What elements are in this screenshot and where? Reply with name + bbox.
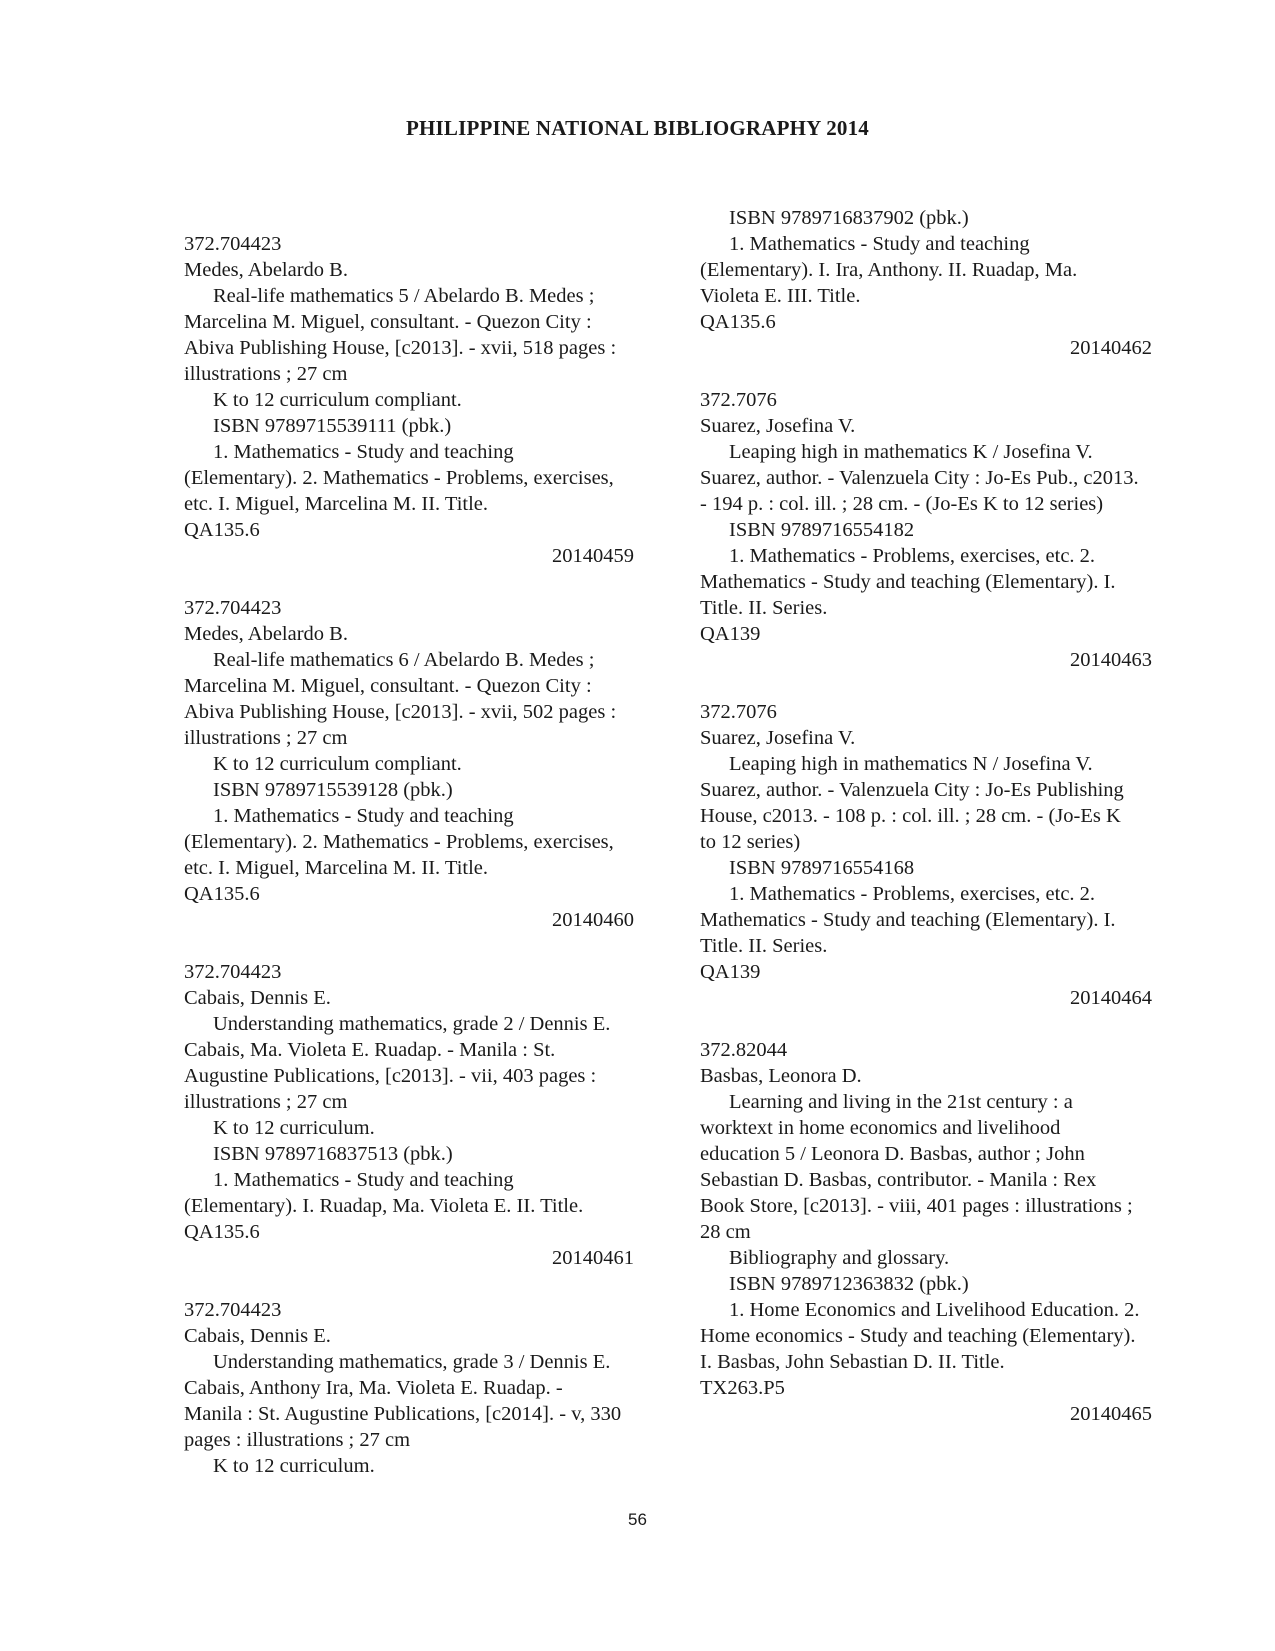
author-heading: Medes, Abelardo B. xyxy=(184,623,348,645)
class-number: 372.704423 xyxy=(184,233,282,255)
isbn: ISBN 9789716837513 (pbk.) xyxy=(213,1143,453,1165)
isbn: ISBN 9789716554182 xyxy=(729,519,915,541)
note: K to 12 curriculum compliant. xyxy=(213,753,462,775)
author-heading: Cabais, Dennis E. xyxy=(184,987,331,1009)
subjects: 1. Mathematics - Problems, exercises, etc. 2. xyxy=(729,883,1096,905)
author-heading: Basbas, Leonora D. xyxy=(700,1065,862,1087)
entry-text: Mathematics - Study and teaching (Elementary). I. xyxy=(700,909,1116,931)
subjects: 1. Mathematics - Study and teaching xyxy=(213,1169,514,1191)
entry-text: Mathematics - Study and teaching (Elementary). I. xyxy=(700,571,1116,593)
title-statement: Understanding mathematics, grade 2 / Dennis E. xyxy=(213,1013,611,1035)
call-number: QA135.6 xyxy=(700,311,776,333)
entry-text: to 12 series) xyxy=(700,831,801,853)
entry-text: Augustine Publications, [c2013]. - vii, 403 pages : xyxy=(184,1065,597,1087)
isbn: ISBN 9789716554168 xyxy=(729,857,915,879)
entry-text: Violeta E. III. Title. xyxy=(700,285,861,307)
bibliography-entry xyxy=(184,959,652,1271)
record-number: 20140462 xyxy=(1070,337,1152,359)
class-number: 372.704423 xyxy=(184,961,282,983)
record-number: 20140460 xyxy=(552,909,634,931)
author-heading: Medes, Abelardo B. xyxy=(184,259,348,281)
entry-text: etc. I. Miguel, Marcelina M. II. Title. xyxy=(184,493,489,515)
entry-text: education 5 / Leonora D. Basbas, author ; John xyxy=(700,1143,1085,1165)
isbn: ISBN 9789716837902 (pbk.) xyxy=(729,207,969,229)
isbn: ISBN 9789712363832 (pbk.) xyxy=(729,1273,969,1295)
record-number: 20140465 xyxy=(1070,1403,1152,1425)
title-statement: Leaping high in mathematics N / Josefina V. xyxy=(729,753,1093,775)
note: K to 12 curriculum. xyxy=(213,1117,375,1139)
entry-text: etc. I. Miguel, Marcelina M. II. Title. xyxy=(184,857,489,879)
entry-text: Sebastian D. Basbas, contributor. - Manila : Rex xyxy=(700,1169,1097,1191)
entry-text: 28 cm xyxy=(700,1221,751,1243)
call-number: QA139 xyxy=(700,961,761,983)
entry-text: (Elementary). I. Ruadap, Ma. Violeta E. II. Title. xyxy=(184,1195,584,1217)
call-number: QA139 xyxy=(700,623,761,645)
entry-text: worktext in home economics and livelihood xyxy=(700,1117,1061,1139)
author-heading: Suarez, Josefina V. xyxy=(700,727,856,749)
entry-text: - 194 p. : col. ill. ; 28 cm. - (Jo-Es K to 12 series) xyxy=(700,493,1104,515)
page-number: 56 xyxy=(628,1510,647,1529)
record-number: 20140461 xyxy=(552,1247,634,1269)
record-number: 20140459 xyxy=(552,545,634,567)
subjects: 1. Mathematics - Study and teaching xyxy=(729,233,1030,255)
entry-text: (Elementary). 2. Mathematics - Problems, exercises, xyxy=(184,467,614,489)
author-heading: Suarez, Josefina V. xyxy=(700,415,856,437)
entry-text: Suarez, author. - Valenzuela City : Jo-Es Pub., c2013. xyxy=(700,467,1139,489)
class-number: 372.82044 xyxy=(700,1039,788,1061)
entry-text: illustrations ; 27 cm xyxy=(184,363,348,385)
class-number: 372.704423 xyxy=(184,1299,282,1321)
entry-text: Marcelina M. Miguel, consultant. - Quezon City : xyxy=(184,311,592,333)
subjects: 1. Home Economics and Livelihood Education. 2. xyxy=(729,1299,1140,1321)
entry-text: Marcelina M. Miguel, consultant. - Quezon City : xyxy=(184,675,592,697)
entry-text: (Elementary). I. Ira, Anthony. II. Ruadap, Ma. xyxy=(700,259,1078,281)
entry-text: (Elementary). 2. Mathematics - Problems, exercises, xyxy=(184,831,614,853)
call-number: TX263.P5 xyxy=(700,1377,785,1399)
entry-text: illustrations ; 27 cm xyxy=(184,1091,348,1113)
isbn: ISBN 9789715539111 (pbk.) xyxy=(213,415,452,437)
title-statement: Real-life mathematics 6 / Abelardo B. Medes ; xyxy=(213,649,595,671)
author-heading: Cabais, Dennis E. xyxy=(184,1325,331,1347)
left-column xyxy=(184,231,652,1479)
entry-text: Title. II. Series. xyxy=(700,935,828,957)
entry-text: Abiva Publishing House, [c2013]. - xvii, 518 pages : xyxy=(184,337,617,359)
bibliography-entry xyxy=(700,387,1170,673)
right-column xyxy=(700,205,1170,1427)
subjects: 1. Mathematics - Study and teaching xyxy=(213,441,514,463)
entry-text: Abiva Publishing House, [c2013]. - xvii, 502 pages : xyxy=(184,701,617,723)
record-number: 20140464 xyxy=(1070,987,1152,1009)
isbn: ISBN 9789715539128 (pbk.) xyxy=(213,779,453,801)
title-statement: Leaping high in mathematics K / Josefina V. xyxy=(729,441,1093,463)
class-number: 372.7076 xyxy=(700,701,777,723)
entry-text: I. Basbas, John Sebastian D. II. Title. xyxy=(700,1351,1005,1373)
note: Bibliography and glossary. xyxy=(729,1247,950,1269)
entry-text: Suarez, author. - Valenzuela City : Jo-Es Publishing xyxy=(700,779,1124,801)
entry-text: Title. II. Series. xyxy=(700,597,828,619)
record-number: 20140463 xyxy=(1070,649,1152,671)
bibliography-entry xyxy=(184,231,652,569)
entry-text: illustrations ; 27 cm xyxy=(184,727,348,749)
entry-text: Manila : St. Augustine Publications, [c2014]. - v, 330 xyxy=(184,1403,622,1425)
bibliography-entry xyxy=(184,1297,652,1479)
entry-text: Cabais, Ma. Violeta E. Ruadap. - Manila : St. xyxy=(184,1039,556,1061)
call-number: QA135.6 xyxy=(184,883,260,905)
note: K to 12 curriculum compliant. xyxy=(213,389,462,411)
bibliography-entry-continuation xyxy=(700,205,1170,361)
entry-text: Book Store, [c2013]. - viii, 401 pages : illustrations ; xyxy=(700,1195,1133,1217)
title-statement: Understanding mathematics, grade 3 / Dennis E. xyxy=(213,1351,611,1373)
class-number: 372.704423 xyxy=(184,597,282,619)
entry-text: pages : illustrations ; 27 cm xyxy=(184,1429,411,1451)
call-number: QA135.6 xyxy=(184,1221,260,1243)
page-title: PHILIPPINE NATIONAL BIBLIOGRAPHY 2014 xyxy=(405,116,870,140)
call-number: QA135.6 xyxy=(184,519,260,541)
title-statement: Real-life mathematics 5 / Abelardo B. Medes ; xyxy=(213,285,595,307)
subjects: 1. Mathematics - Problems, exercises, etc. 2. xyxy=(729,545,1096,567)
entry-text: House, c2013. - 108 p. : col. ill. ; 28 cm. - (Jo-Es K xyxy=(700,805,1121,827)
entry-text: Home economics - Study and teaching (Elementary). xyxy=(700,1325,1136,1347)
bibliography-entry xyxy=(700,1037,1170,1427)
subjects: 1. Mathematics - Study and teaching xyxy=(213,805,514,827)
bibliography-entry xyxy=(184,595,652,933)
class-number: 372.7076 xyxy=(700,389,777,411)
bibliography-entry xyxy=(700,699,1170,1011)
title-statement: Learning and living in the 21st century : a xyxy=(729,1091,1073,1113)
entry-text: Cabais, Anthony Ira, Ma. Violeta E. Ruadap. - xyxy=(184,1377,563,1399)
note: K to 12 curriculum. xyxy=(213,1455,375,1477)
